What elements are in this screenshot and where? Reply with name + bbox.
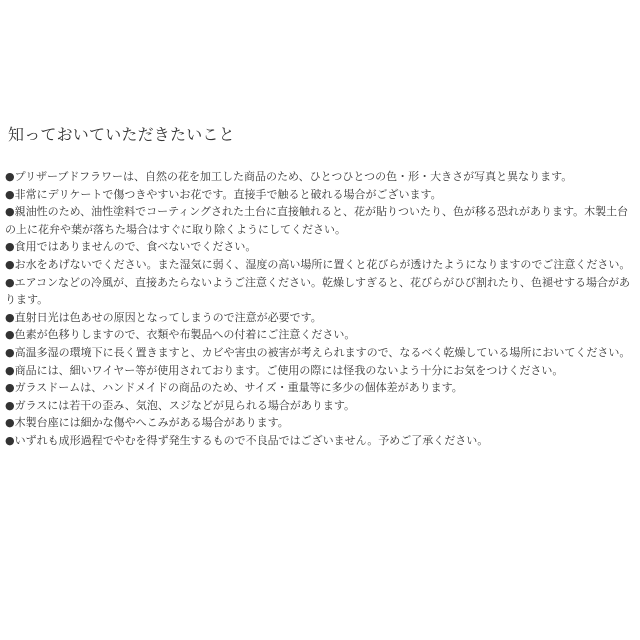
note-item: ●お水をあげないでください。また湿気に弱く、湿度の高い場所に置くと花びらが透けたようになりますのでご注意ください。	[5, 257, 631, 271]
note-item: ●直射日光は色あせの原因となってしまうので注意が必要です。	[5, 310, 322, 324]
note-item: ●商品には、細いワイヤー等が使用されております。ご使用の際には怪我のないよう十分にお気をつけください。	[5, 363, 564, 377]
note-item: ●エアコンなどの冷風が、直接あたらないようご注意ください。乾燥しすぎると、花びらがひび割れたり、色褪せする場合があります。	[5, 275, 631, 307]
note-item: ●プリザーブドフラワーは、自然の花を加工した商品のため、ひとつひとつの色・形・大きさが写真と異なります。	[5, 170, 573, 183]
note-item: ●木製台座には細かな傷やへこみがある場合があります。	[5, 416, 289, 430]
note-item: ●色素が色移りしますので、衣類や布製品への付着にご注意ください。	[5, 328, 356, 342]
note-item: ●非常にデリケートで傷つきやすいお花です。直接手で触ると破れる場合がございます。	[5, 187, 442, 201]
note-item: ●いずれも成形過程でやむを得ず発生するもので不良品ではございません。予めご了承ください。	[5, 433, 489, 447]
note-item: ●親油性のため、油性塗料でコーティングされた土台に直接触れると、花が貼りついたり、色が移る恐れがあります。木製土台の上に花弁や葉が落ちた場合はすぐに取り除くようにしてください。	[5, 205, 629, 236]
note-item: ●食用ではありませんので、食べないでください。	[5, 240, 257, 254]
note-item: ●ガラスドームは、ハンドメイドの商品のため、サイズ・重量等に多少の個体差があります。	[5, 381, 463, 395]
page-title: 知っておいていただきたいこと	[8, 125, 235, 144]
note-item: ●ガラスには若干の歪み、気泡、スジなどが見られる場合があります。	[5, 398, 356, 412]
notes-list	[5, 168, 633, 450]
note-item: ●高温多湿の環境下に長く置きますと、カビや害虫の被害が考えられますので、なるべく乾燥している場所においてください。	[5, 345, 631, 359]
